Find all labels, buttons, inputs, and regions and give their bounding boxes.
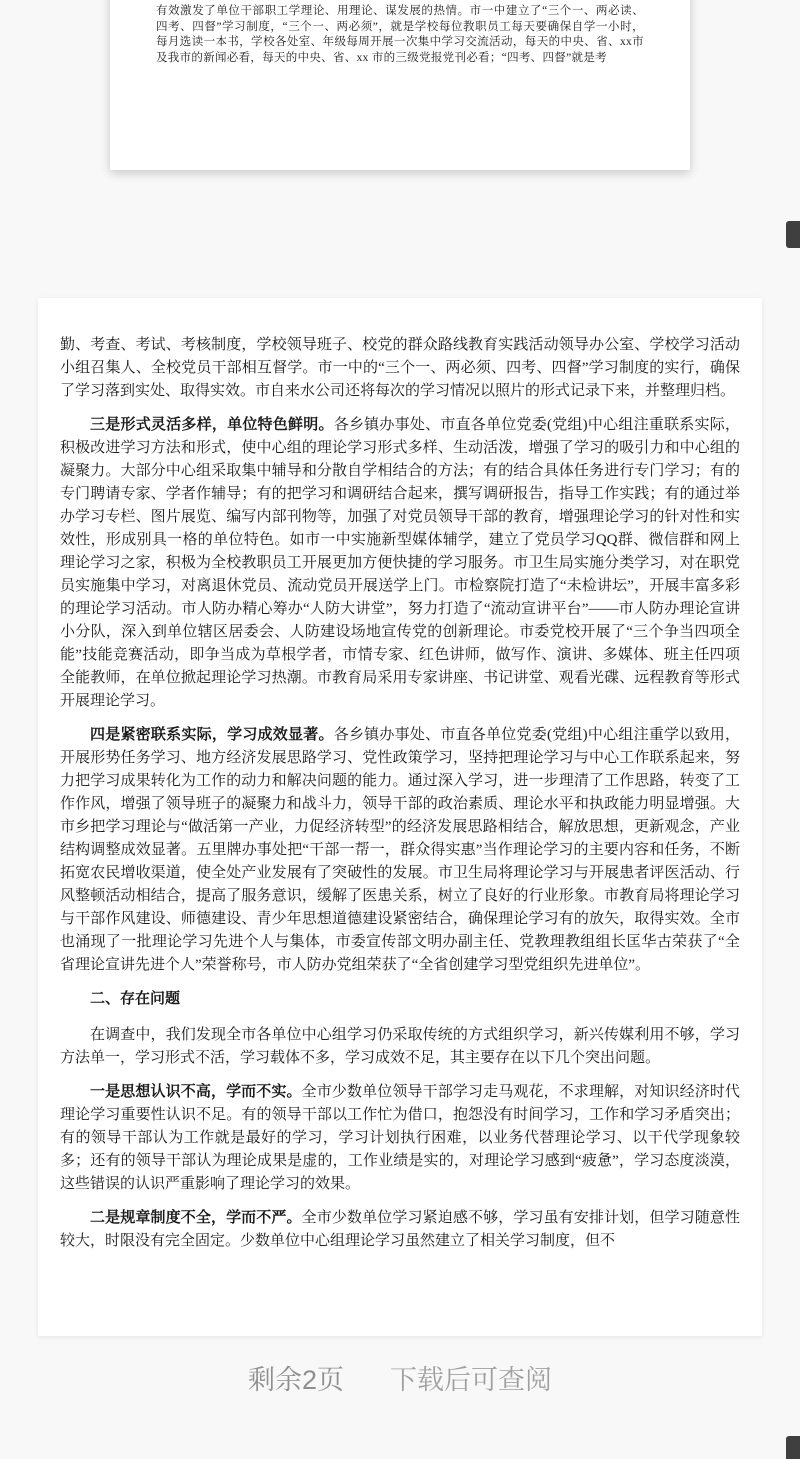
remaining-pages-label: 剩余2页 <box>247 1365 345 1395</box>
paragraph-lead: 一是思想认识不高，学而不实。 <box>90 1084 302 1100</box>
paragraph-problem-two <box>60 1207 740 1253</box>
paragraph-intro <box>60 1024 740 1070</box>
paragraph-point-four <box>60 724 740 977</box>
paragraph-lead: 三是形式灵活多样，单位特色鲜明。 <box>90 417 334 433</box>
paragraph-lead: 二是规章制度不全，学而不严。 <box>90 1210 302 1226</box>
paragraph-problem-one <box>60 1081 740 1196</box>
page-1-text: 有效激发了单位干部职工学理论、用理论、谋发展的热情。市一中建立了“三个一、两必读、四考、四督”学习制度，“三个一、两必须”，就是学校每位教职员工每天要确保自学一小时，每月选读一本书，学校各处室、年级每周开展一次集中学习交流活动，每天的中央、省、xx市及我市的新闻必看，每天的中央、省、xx 市的三级党报党刊必看；“四考、四督”就是考 <box>156 5 644 64</box>
paragraph-text: 全市少数单位学习紧迫感不够，学习虽有安排计划，但学习随意性较大，时限没有完全固定。少数单位中心组理论学习虽然建立了相关学习制度，但不 <box>60 1210 740 1249</box>
paragraph-continuation <box>60 334 740 403</box>
page-2-preview <box>38 298 762 1336</box>
paragraph-text: 各乡镇办事处、市直各单位党委(党组)中心组注重联系实际，积极改进学习方法和形式，使中心组的理论学习形式多样、生动活泼，增强了学习的吸引力和中心组的凝聚力。大部分中心组采取集中辅导和分散自学相结合的方法；有的结合具体任务进行专门学习；有的专门聘请专家、学者作辅导；有的把学习和调研结合起来，撰写调研报告，指导工作实践；有的通过举办学习专栏、图片展览、编写内部刊物等，加强了对党员领导干部的教育，增强理论学习的针对性和实效性，形成别具一格的单位特色。如市一中实施新型媒体辅学，建立了党员学习QQ群、微信群和网上理论学习之家，积极为全校教职员工开展更加方便快捷的学习服务。市卫生局实施分类学习，对在职党员实施集中学习，对离退休党员、流动党员开展送学上门。市检察院打造了“未检讲坛”，开展丰富多彩的理论学习活动。市人防办精心筹办“人防大讲堂”，努力打造了“流动宣讲平台”——市人防办理论宣讲小分队，深入到单位辖区居委会、人防建设场地宣传党的创新理论。市委党校开展了“三个争当四项全能”技能竞赛活动，即争当成为草根学者，市情专家、红色讲师，做写作、演讲、多媒体、班主任四项全能教师，在单位掀起理论学习热潮。市教育局采用专家讲座、书记讲堂、观看光碟、远程教育等形式开展理论学习。 <box>60 417 740 709</box>
paragraph-text: 在调查中，我们发现全市各单位中心组学习仍采取传统的方式组织学习，新兴传媒利用不够，学习方法单一，学习形式不活，学习载体不多，学习成效不足，其主要存在以下几个突出问题。 <box>60 1027 740 1066</box>
side-widget-top[interactable] <box>786 221 800 248</box>
preview-footer <box>0 1358 800 1397</box>
page-1-preview <box>110 0 690 170</box>
paragraph-text: 各乡镇办事处、市直各单位党委(党组)中心组注重学以致用，开展形势任务学习、地方经济发展思路学习、党性政策学习，坚持把理论学习与中心工作联系起来，努力把学习成果转化为工作的动力和解决问题的能力。通过深入学习，进一步理清了工作思路，转变了工作作风，增强了领导班子的凝聚力和战斗力，领导干部的政治素质、理论水平和执政能力明显增强。大市乡把学习理论与“做活第一产业，力促经济转型”的经济发展思路相结合，解放思想，更新观念，产业结构调整成效显著。五里牌办事处把“干部一帮一，群众得实惠”当作理论学习的主要内容和任务，不断拓宽农民增收渠道，使全处产业发展有了突破性的发展。市卫生局将理论学习与开展患者评医活动、行风整顿活动相结合，提高了服务意识，缓解了医患关系，树立了良好的行业形象。市教育局将理论学习与干部作风建设、师德建设、青少年思想道德建设紧密结合，确保理论学习有的放矢，取得实效。全市也涌现了一批理论学习先进个人与集体，市委宣传部文明办副主任、党教理教组组长匡华古荣获了“全省理论宣讲先进个人”荣誉称号，市人防办党组荣获了“全省创建学习型党组织先进单位”。 <box>60 727 740 973</box>
side-widget-bottom[interactable] <box>786 1436 800 1459</box>
section-heading: 二、存在问题 <box>90 991 181 1007</box>
paragraph-text: 全市少数单位领导干部学习走马观花，不求理解，对知识经济时代理论学习重要性认识不足。有的领导干部以工作忙为借口，抱怨没有时间学习，工作和学习矛盾突出；有的领导干部认为工作就是最好的学习，学习计划执行困难，以业务代替理论学习、以干代学现象较多；还有的领导干部认为理论成果是虚的，工作业绩是实的，对理论学习感到“疲惫”，学习态度淡漠，这些错误的认识严重影响了理论学习的效果。 <box>60 1084 740 1192</box>
download-hint-label: 下载后可查阅 <box>390 1365 553 1395</box>
paragraph-point-three <box>60 414 740 713</box>
paragraph-lead: 四是紧密联系实际，学习成效显著。 <box>90 727 334 743</box>
paragraph-text: 勤、考查、考试、考核制度，学校领导班子、校党的群众路线教育实践活动领导办公室、学校学习活动小组召集人、全校党员干部相互督学。市一中的“三个一、两必须、四考、四督”学习制度的实行，确保了学习落到实处、取得实效。市自来水公司还将每次的学习情况以照片的形式记录下来，并整理归档。 <box>60 337 740 399</box>
